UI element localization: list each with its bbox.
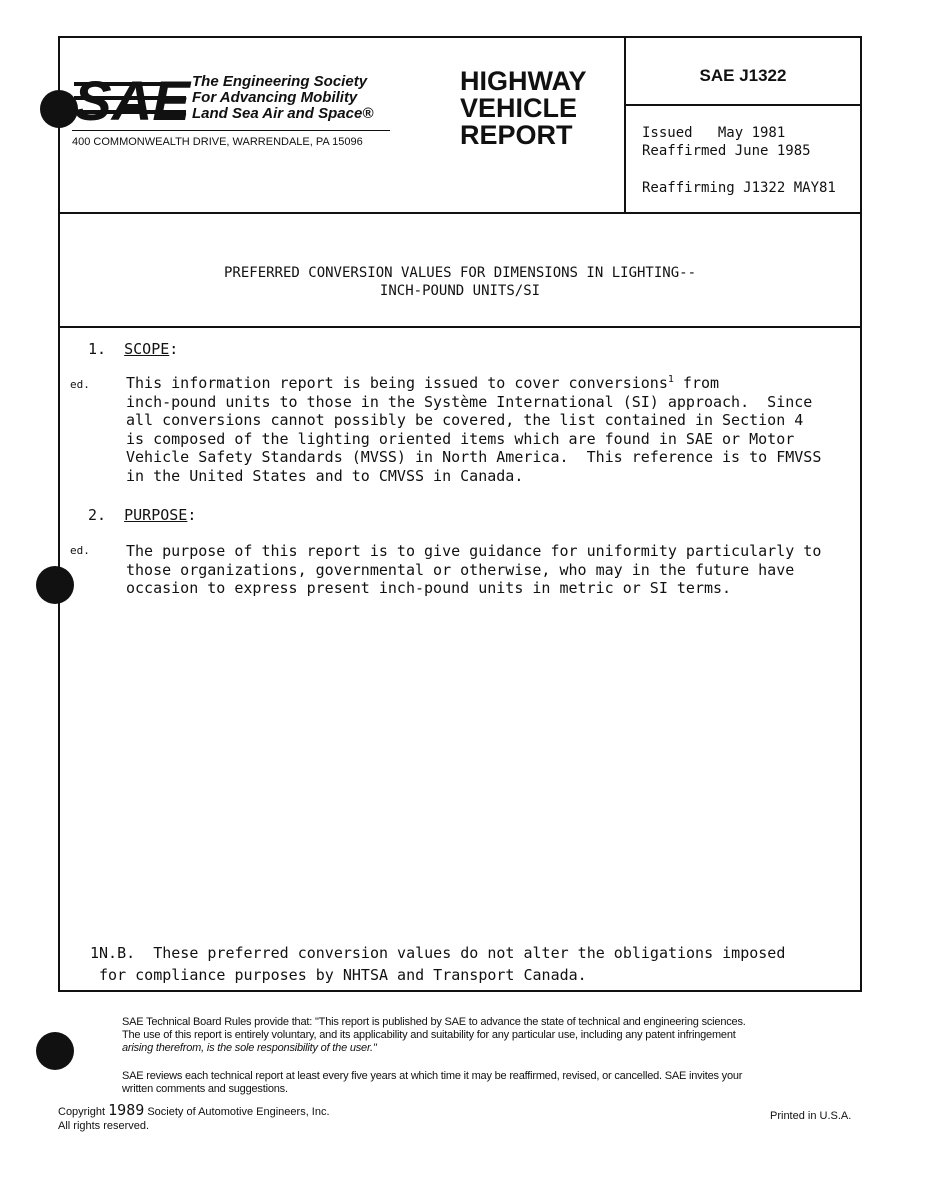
section-2-line-2: those organizations, governmental or otherwise, who may in the future have bbox=[126, 560, 795, 579]
board-rules-line-1: SAE Technical Board Rules provide that: "This report is published by SAE to advance the state of technical and engineering sciences. bbox=[122, 1016, 746, 1028]
section-2-line-1: The purpose of this report is to give guidance for uniformity particularly to bbox=[126, 542, 822, 560]
report-type-line-2: VEHICLE bbox=[460, 93, 578, 123]
punch-hole-bottom bbox=[36, 1032, 74, 1070]
copyright-year: 1989 bbox=[108, 1101, 145, 1119]
footnote-ref: 1 bbox=[667, 374, 674, 385]
document-number: SAE J1322 bbox=[699, 66, 787, 85]
tagline-line-3: Land Sea Air and Space® bbox=[192, 105, 374, 122]
board-rules-line-3: arising therefrom, is the sole responsibility of the user." bbox=[122, 1042, 377, 1054]
section-1-title: SCOPE bbox=[124, 340, 170, 358]
sae-address: 400 COMMONWEALTH DRIVE, WARRENDALE, PA 15096 bbox=[72, 136, 363, 148]
copyright-label: Copyright bbox=[58, 1106, 106, 1118]
title-line-2: INCH-POUND UNITS/SI bbox=[379, 283, 541, 299]
reaffirmed-date: Reaffirmed June 1985 bbox=[642, 143, 811, 159]
section-1-line-1-tail: from bbox=[673, 374, 720, 392]
tagline-line-2: For Advancing Mobility bbox=[192, 89, 358, 106]
document-title bbox=[60, 264, 860, 300]
section-1-paragraph bbox=[126, 374, 821, 485]
section-2-number: 2. bbox=[88, 506, 107, 524]
review-line-1: SAE reviews each technical report at least every five years at which time it may be reaffirmed, revised, or cancelled. SAE invites your bbox=[122, 1070, 743, 1082]
report-frame bbox=[58, 36, 862, 992]
section-2-heading: 2. PURPOSE: bbox=[88, 506, 197, 524]
section-1-line-3: all conversions cannot possibly be covered, the list contained in Section 4 bbox=[126, 411, 804, 429]
printed-in: Printed in U.S.A. bbox=[770, 1110, 852, 1122]
review-line-2: written comments and suggestions. bbox=[122, 1083, 288, 1095]
report-type-line-3: REPORT bbox=[460, 120, 573, 150]
report-type-line-1: HIGHWAY bbox=[460, 66, 587, 96]
footnote-line-2: for compliance purposes by NHTSA and Transport Canada. bbox=[99, 966, 587, 984]
logo-rule bbox=[72, 130, 390, 131]
rights-reserved: All rights reserved. bbox=[58, 1120, 150, 1132]
copyright-holder: Society of Automotive Engineers, Inc. bbox=[147, 1106, 330, 1118]
issued-date: Issued May 1981 bbox=[642, 125, 786, 141]
title-box bbox=[60, 212, 860, 328]
section-1-ed-mark: ed. bbox=[70, 378, 90, 391]
section-2-ed-mark: ed. bbox=[70, 544, 90, 557]
reaffirming-note: Reaffirming J1322 MAY81 bbox=[642, 180, 836, 196]
report-header bbox=[60, 38, 860, 214]
sae-tagline bbox=[192, 74, 373, 122]
section-1-heading: 1. SCOPE: bbox=[88, 340, 179, 358]
header-divider bbox=[624, 38, 626, 212]
board-rules-line-2: The use of this report is entirely voluntary, and its applicability and suitability for any particular use, including any patent infringement bbox=[122, 1029, 736, 1041]
copyright-notice bbox=[58, 1103, 330, 1133]
section-1-line-4: is composed of the lighting oriented items which are found in SAE or Motor bbox=[126, 429, 795, 448]
section-1-line-6: in the United States and to CMVSS in Canada. bbox=[126, 466, 524, 485]
footnote bbox=[90, 942, 785, 986]
section-2-paragraph bbox=[126, 542, 821, 598]
review-note bbox=[122, 1070, 842, 1096]
title-line-1: PREFERRED CONVERSION VALUES FOR DIMENSIONS IN LIGHTING-- bbox=[223, 265, 696, 281]
sae-logo bbox=[72, 70, 192, 126]
report-type bbox=[460, 68, 640, 149]
tagline-line-1: The Engineering Society bbox=[192, 73, 368, 90]
section-1-line-2: inch-pound units to those in the Système International (SI) approach. Since bbox=[126, 392, 813, 411]
footnote-line-1: 1N.B. These preferred conversion values do not alter the obligations imposed bbox=[90, 944, 786, 962]
section-2-title: PURPOSE bbox=[124, 506, 188, 524]
section-1-number: 1. bbox=[88, 340, 107, 358]
sae-logo-text: SAE bbox=[74, 70, 192, 126]
section-1-line-5: Vehicle Safety Standards (MVSS) in North America. This reference is to FMVSS bbox=[126, 448, 822, 466]
section-1-line-1: This information report is being issued to cover conversions bbox=[126, 374, 668, 392]
board-rules-note bbox=[122, 1016, 842, 1055]
issue-dates bbox=[642, 124, 811, 160]
header-right-rule bbox=[626, 104, 860, 106]
section-2-line-3: occasion to express present inch-pound units in metric or SI terms. bbox=[126, 579, 732, 597]
